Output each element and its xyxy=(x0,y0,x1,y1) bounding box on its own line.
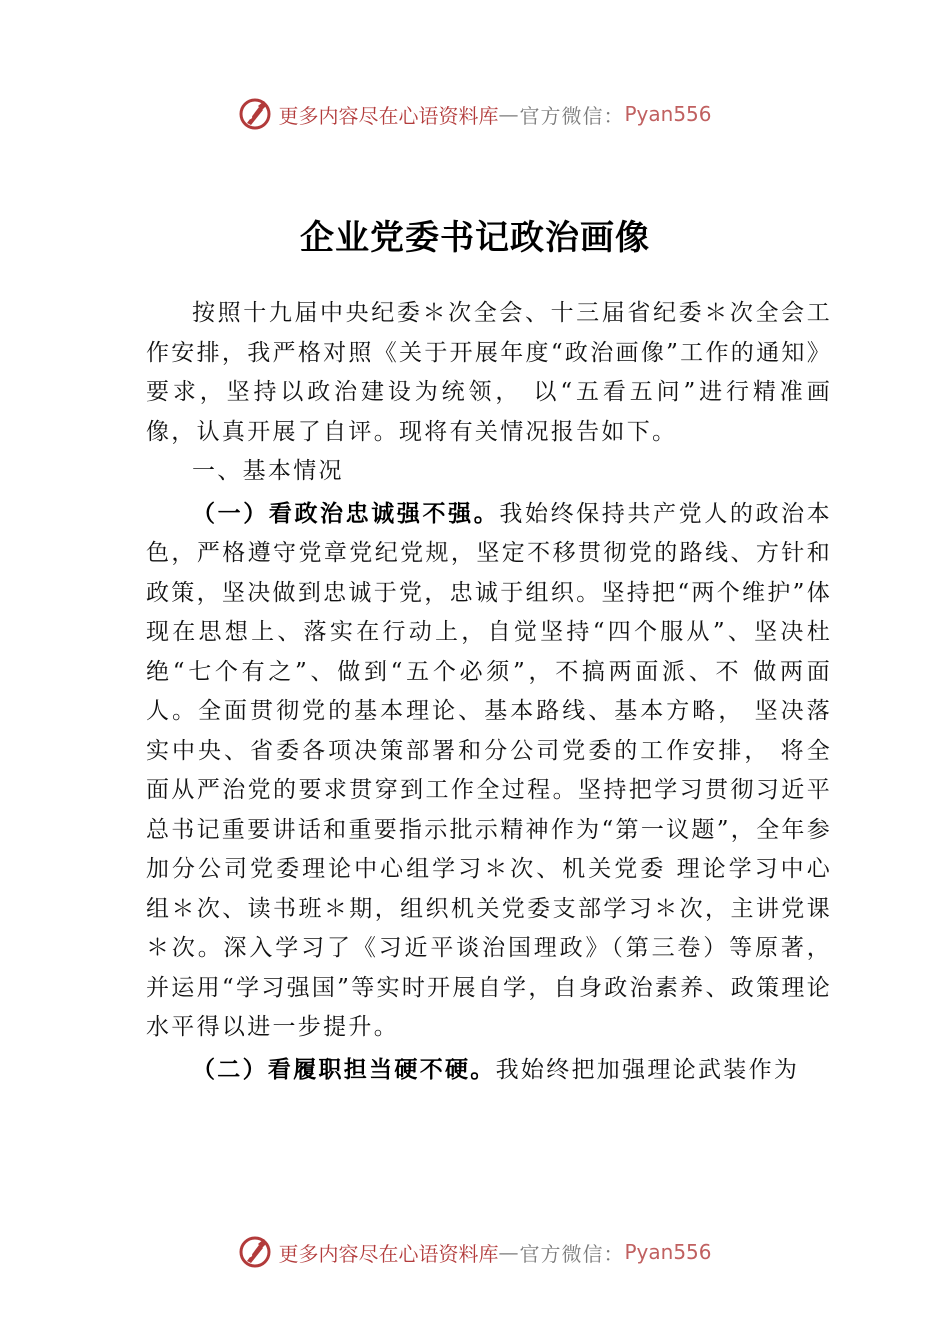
watermark-dash: — xyxy=(498,102,520,126)
section-paragraph xyxy=(146,495,832,1048)
watermark-wechat-id: Pyan556 xyxy=(624,1240,712,1264)
document-title: 企业党委书记政治画像 xyxy=(300,218,650,258)
watermark-wechat-id: Pyan556 xyxy=(624,102,712,126)
pen-nib-logo-icon xyxy=(238,1235,272,1269)
watermark-main-text: 更多内容尽在心语资料库 xyxy=(278,103,499,128)
pen-nib-logo-icon xyxy=(238,97,272,131)
watermark-sub-text: 官方微信： xyxy=(519,103,625,128)
section-body: 我始终把加强理论武装作为 xyxy=(495,1056,800,1083)
intro-paragraph: 按照十九届中央纪委＊次全会、十三届省纪委＊次全会工作安排，我严格对照《关于开展年度“政治画像”工作的通知》要求，坚持以政治建设为统领， 以“五看五问”进行精准画像，认真开展了自评。现将有关情况报告如下。 xyxy=(146,300,832,445)
section-body: 我始终保持共产党人的政治本色，严格遵守党章党纪党规，坚定不移贯彻党的路线、方针和政策，坚决做到忠诚于党，忠诚于组织。坚持把“两个维护”体现在思想上、落实在行动上，自觉坚持“四个服从”、坚决杜绝“七个有之”、做到“五个必须”，不搞两面派、不 做两面人。全面贯彻党的基本理论、基本路线、基本方略， 坚决落实中央、省委各项决策部署和分公司党委的工作安排， 将全面从严治党的要求贯穿到工作全过程。坚持把学习贯彻习近平总书记重要讲话和重要指示批示精神作为“第一议题”，全年参加分公司党委理论中心组学习＊次、机关党委 理论学习中心组＊次、读书班＊期，组织机关党委支部学习＊次，主讲党课＊次。深入学习了《习近平谈治国理政》（第三卷）等原著，并运用“学习强国”等实时开展自学，自身政治素养、政策理论水平得以进一步提升。 xyxy=(146,500,832,1040)
section-heading: 一、基本情况 xyxy=(192,458,344,484)
section-title: （一）看政治忠诚强不强。 xyxy=(192,500,500,527)
header-watermark xyxy=(0,94,950,134)
section-paragraph xyxy=(146,1051,832,1091)
watermark-sub-text: 官方微信： xyxy=(519,1241,625,1266)
footer-watermark xyxy=(0,1232,950,1272)
section-title: （二）看履职担当硬不硬。 xyxy=(192,1056,496,1083)
document-body xyxy=(146,294,832,1090)
watermark-main-text: 更多内容尽在心语资料库 xyxy=(278,1241,499,1266)
watermark-dash: — xyxy=(498,1240,520,1264)
